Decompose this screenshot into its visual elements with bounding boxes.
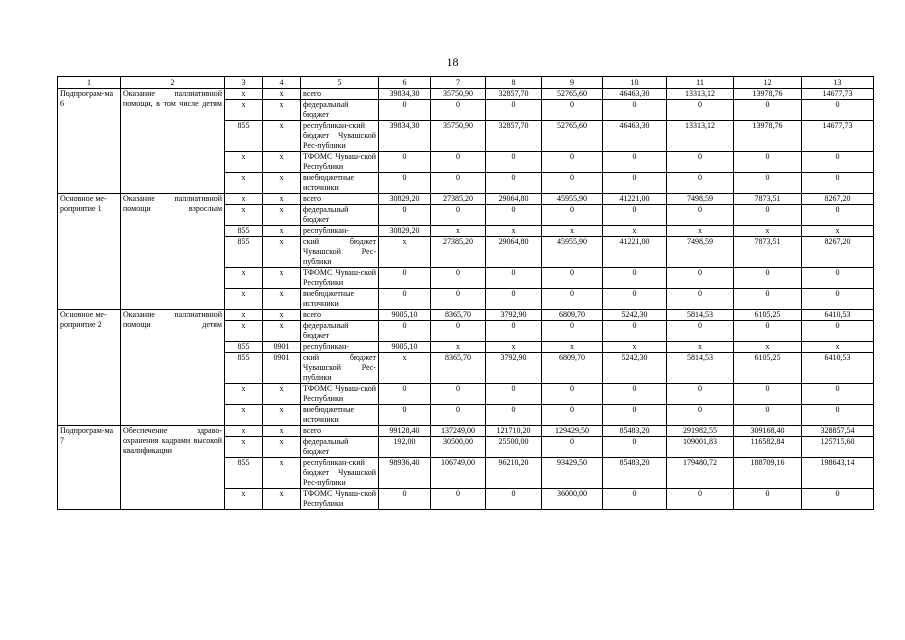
value-cell: 93429,50 (542, 458, 603, 489)
value-cell: 0 (802, 173, 874, 194)
value-cell: 0 (603, 489, 667, 510)
value-cell: 0 (603, 289, 667, 310)
grbs-code-cell: x (225, 89, 263, 100)
value-cell: 0 (603, 173, 667, 194)
funding-source-cell: федеральный бюджет (301, 205, 379, 226)
value-cell: 0 (542, 321, 603, 342)
funding-source-cell: всего (301, 194, 379, 205)
value-cell: 27385,20 (431, 237, 486, 268)
value-cell: 0 (542, 289, 603, 310)
funding-source-cell: ТФОМС Чуваш-ской Республики (301, 268, 379, 289)
value-cell: x (486, 226, 542, 237)
value-cell: 192,00 (379, 437, 431, 458)
value-cell: 85483,20 (603, 458, 667, 489)
value-cell: 0 (486, 100, 542, 121)
value-cell: 0 (431, 405, 486, 426)
funding-source-cell: всего (301, 426, 379, 437)
section-code-cell: x (263, 121, 301, 152)
value-cell: x (667, 342, 734, 353)
value-cell: 0 (431, 489, 486, 510)
value-cell: 0 (486, 205, 542, 226)
value-cell: x (542, 226, 603, 237)
section-code-cell: x (263, 489, 301, 510)
value-cell: 0 (667, 205, 734, 226)
value-cell: 0 (667, 405, 734, 426)
section-code-cell: x (263, 173, 301, 194)
value-cell: 6809,70 (542, 310, 603, 321)
table-row (58, 194, 874, 205)
value-cell: x (603, 342, 667, 353)
program-title-cell: Оказание паллиативной помощи, в том числе детям (121, 89, 225, 194)
value-cell: 0 (802, 152, 874, 173)
value-cell: 6410,53 (802, 310, 874, 321)
funding-source-cell: республикан-ский бюджет Чувашской Рес-публики (301, 458, 379, 489)
value-cell: 179480,72 (667, 458, 734, 489)
value-cell: 0 (431, 321, 486, 342)
value-cell: 109001,83 (667, 437, 734, 458)
value-cell: 29064,80 (486, 194, 542, 205)
header-cell: 11 (667, 77, 734, 89)
value-cell: 35750,90 (431, 89, 486, 100)
value-cell: 13313,12 (667, 89, 734, 100)
value-cell: 6105,25 (734, 353, 802, 384)
value-cell: 0 (486, 289, 542, 310)
grbs-code-cell: 855 (225, 353, 263, 384)
value-cell: 0 (667, 100, 734, 121)
value-cell: 5242,30 (603, 310, 667, 321)
program-title-cell: Оказание паллиативной помощи взрослым (121, 194, 225, 310)
value-cell: 309168,40 (734, 426, 802, 437)
value-cell: 0 (734, 489, 802, 510)
grbs-code-cell: x (225, 437, 263, 458)
value-cell: 9005,10 (379, 342, 431, 353)
funding-source-cell: федеральный бюджет (301, 437, 379, 458)
header-cell: 5 (301, 77, 379, 89)
value-cell: 0 (379, 173, 431, 194)
value-cell: 30829,20 (379, 226, 431, 237)
header-cell: 13 (802, 77, 874, 89)
value-cell: 0 (542, 384, 603, 405)
value-cell: 0 (486, 489, 542, 510)
value-cell: 0 (603, 405, 667, 426)
value-cell: 52765,60 (542, 89, 603, 100)
value-cell: 198643,14 (802, 458, 874, 489)
funding-source-cell: всего (301, 310, 379, 321)
value-cell: 7873,51 (734, 194, 802, 205)
value-cell: 0 (486, 152, 542, 173)
value-cell: 0 (603, 384, 667, 405)
header-cell: 3 (225, 77, 263, 89)
section-code-cell: x (263, 437, 301, 458)
value-cell: x (379, 237, 431, 268)
grbs-code-cell: 855 (225, 121, 263, 152)
value-cell: 7498,59 (667, 194, 734, 205)
value-cell: 7873,51 (734, 237, 802, 268)
value-cell: 188709,16 (734, 458, 802, 489)
value-cell: 0 (667, 489, 734, 510)
value-cell: x (379, 353, 431, 384)
funding-source-cell: республикан-ский бюджет Чувашской Рес-публики (301, 121, 379, 152)
table-row (58, 310, 874, 321)
value-cell: 0 (542, 205, 603, 226)
section-code-cell: 0901 (263, 353, 301, 384)
value-cell: 0 (802, 205, 874, 226)
section-code-cell: x (263, 384, 301, 405)
value-cell: 0 (667, 268, 734, 289)
value-cell: 0 (734, 289, 802, 310)
value-cell: 5814,53 (667, 310, 734, 321)
grbs-code-cell: x (225, 384, 263, 405)
value-cell: 3792,90 (486, 353, 542, 384)
value-cell: 30829,20 (379, 194, 431, 205)
value-cell: 27385,20 (431, 194, 486, 205)
value-cell: 0 (379, 489, 431, 510)
page-number: 18 (446, 55, 459, 69)
value-cell: 29064,80 (486, 237, 542, 268)
value-cell: 0 (542, 100, 603, 121)
value-cell: 0 (734, 268, 802, 289)
section-code-cell: x (263, 268, 301, 289)
value-cell: x (802, 342, 874, 353)
value-cell: 96210,20 (486, 458, 542, 489)
value-cell: 30500,00 (431, 437, 486, 458)
value-cell: 52765,60 (542, 121, 603, 152)
value-cell: 36000,00 (542, 489, 603, 510)
value-cell: 8365,70 (431, 353, 486, 384)
value-cell: x (667, 226, 734, 237)
program-name-cell: Основное ме-роприятие 1 (58, 194, 121, 310)
value-cell: 0 (734, 152, 802, 173)
table-header (58, 77, 874, 89)
section-code-cell: x (263, 226, 301, 237)
value-cell: 0 (486, 268, 542, 289)
value-cell: 125715,60 (802, 437, 874, 458)
header-cell: 10 (603, 77, 667, 89)
funding-source-cell: всего (301, 89, 379, 100)
value-cell: 0 (603, 205, 667, 226)
program-name-cell: Подпрограм-ма 6 (58, 89, 121, 194)
header-cell: 12 (734, 77, 802, 89)
section-code-cell: x (263, 310, 301, 321)
value-cell: x (734, 226, 802, 237)
value-cell: 0 (542, 268, 603, 289)
value-cell: 14677,73 (802, 89, 874, 100)
value-cell: 0 (486, 173, 542, 194)
grbs-code-cell: x (225, 426, 263, 437)
section-code-cell: x (263, 100, 301, 121)
funding-source-cell: федеральный бюджет (301, 100, 379, 121)
section-code-cell: 0901 (263, 342, 301, 353)
value-cell: 5814,53 (667, 353, 734, 384)
value-cell: 85483,20 (603, 426, 667, 437)
value-cell: 0 (379, 405, 431, 426)
section-code-cell: x (263, 89, 301, 100)
grbs-code-cell: 855 (225, 226, 263, 237)
section-code-cell: x (263, 152, 301, 173)
value-cell: 129429,50 (542, 426, 603, 437)
value-cell: x (802, 226, 874, 237)
value-cell: 0 (667, 289, 734, 310)
value-cell: 0 (802, 405, 874, 426)
value-cell: 8267,20 (802, 237, 874, 268)
value-cell: 32857,70 (486, 121, 542, 152)
value-cell: 0 (802, 100, 874, 121)
value-cell: 45955,90 (542, 237, 603, 268)
grbs-code-cell: x (225, 194, 263, 205)
table-row (58, 426, 874, 437)
value-cell: 0 (379, 289, 431, 310)
value-cell: x (431, 226, 486, 237)
header-row (58, 77, 874, 89)
program-title-cell: Обеспечение здраво-охранения кадрами высокой квалификации (121, 426, 225, 510)
value-cell: 6105,25 (734, 310, 802, 321)
section-code-cell: x (263, 405, 301, 426)
value-cell: 0 (734, 384, 802, 405)
grbs-code-cell: x (225, 310, 263, 321)
value-cell: 0 (542, 173, 603, 194)
grbs-code-cell: x (225, 489, 263, 510)
value-cell: 0 (542, 405, 603, 426)
value-cell: 6809,70 (542, 353, 603, 384)
value-cell: 0 (667, 384, 734, 405)
table-body (58, 89, 874, 510)
grbs-code-cell: x (225, 205, 263, 226)
value-cell: 0 (603, 268, 667, 289)
value-cell: 0 (603, 437, 667, 458)
grbs-code-cell: x (225, 173, 263, 194)
value-cell: 8365,70 (431, 310, 486, 321)
value-cell: 0 (486, 321, 542, 342)
value-cell: 32857,70 (486, 89, 542, 100)
value-cell: 46463,30 (603, 89, 667, 100)
value-cell: 41221,00 (603, 194, 667, 205)
section-code-cell: x (263, 458, 301, 489)
value-cell: 0 (542, 152, 603, 173)
grbs-code-cell: x (225, 321, 263, 342)
funding-source-cell: внебюджетные источники (301, 173, 379, 194)
value-cell: 13978,76 (734, 121, 802, 152)
value-cell: 7498,59 (667, 237, 734, 268)
value-cell: 46463,30 (603, 121, 667, 152)
value-cell: 35750,90 (431, 121, 486, 152)
value-cell: 328857,54 (802, 426, 874, 437)
value-cell: 39834,30 (379, 121, 431, 152)
value-cell: 0 (734, 321, 802, 342)
value-cell: x (603, 226, 667, 237)
value-cell: 121710,20 (486, 426, 542, 437)
program-name-cell: Основное ме-роприятие 2 (58, 310, 121, 426)
header-cell: 2 (121, 77, 225, 89)
value-cell: 0 (667, 173, 734, 194)
value-cell: 0 (734, 100, 802, 121)
grbs-code-cell: 855 (225, 342, 263, 353)
budget-table (57, 76, 874, 510)
value-cell: 291982,55 (667, 426, 734, 437)
funding-source-cell: ТФОМС Чуваш-ской Республики (301, 152, 379, 173)
value-cell: 0 (431, 268, 486, 289)
grbs-code-cell: x (225, 268, 263, 289)
value-cell: 0 (379, 152, 431, 173)
value-cell: 0 (734, 173, 802, 194)
value-cell: 0 (486, 384, 542, 405)
value-cell: x (486, 342, 542, 353)
value-cell: 0 (379, 205, 431, 226)
program-name-cell: Подпрограм-ма 7 (58, 426, 121, 510)
section-code-cell: x (263, 321, 301, 342)
funding-source-cell: ТФОМС Чуваш-ской Республики (301, 489, 379, 510)
funding-source-cell: федеральный бюджет (301, 321, 379, 342)
value-cell: 0 (431, 173, 486, 194)
section-code-cell: x (263, 194, 301, 205)
value-cell: 13978,76 (734, 89, 802, 100)
funding-source-cell: республикан- (301, 342, 379, 353)
value-cell: 0 (431, 152, 486, 173)
funding-source-cell: ский бюджет Чувашской Рес-публики (301, 237, 379, 268)
value-cell: 0 (667, 321, 734, 342)
value-cell: 0 (431, 289, 486, 310)
value-cell: 98936,40 (379, 458, 431, 489)
value-cell: 0 (734, 405, 802, 426)
section-code-cell: x (263, 289, 301, 310)
value-cell: 25500,00 (486, 437, 542, 458)
value-cell: 0 (603, 100, 667, 121)
program-title-cell: Оказание паллиативной помощи детям (121, 310, 225, 426)
value-cell: 0 (802, 289, 874, 310)
funding-source-cell: внебюджетные источники (301, 289, 379, 310)
table-row (58, 89, 874, 100)
value-cell: x (542, 342, 603, 353)
section-code-cell: x (263, 426, 301, 437)
grbs-code-cell: x (225, 405, 263, 426)
funding-source-cell: ТФОМС Чуваш-ской Республики (301, 384, 379, 405)
value-cell: 8267,20 (802, 194, 874, 205)
header-cell: 9 (542, 77, 603, 89)
value-cell: 0 (542, 437, 603, 458)
value-cell: 13313,12 (667, 121, 734, 152)
value-cell: 41221,00 (603, 237, 667, 268)
funding-source-cell: ский бюджет Чувашской Рес-публики (301, 353, 379, 384)
funding-source-cell: республикан- (301, 226, 379, 237)
value-cell: 0 (431, 100, 486, 121)
value-cell: 0 (802, 384, 874, 405)
value-cell: 45955,90 (542, 194, 603, 205)
section-code-cell: x (263, 237, 301, 268)
value-cell: 0 (667, 152, 734, 173)
value-cell: 5242,30 (603, 353, 667, 384)
header-cell: 7 (431, 77, 486, 89)
value-cell: 0 (431, 384, 486, 405)
value-cell: 99128,40 (379, 426, 431, 437)
value-cell: 137249,00 (431, 426, 486, 437)
header-cell: 4 (263, 77, 301, 89)
header-cell: 8 (486, 77, 542, 89)
value-cell: 106749,00 (431, 458, 486, 489)
value-cell: 0 (603, 321, 667, 342)
value-cell: 0 (431, 205, 486, 226)
value-cell: 0 (802, 489, 874, 510)
grbs-code-cell: x (225, 100, 263, 121)
value-cell: 14677,73 (802, 121, 874, 152)
value-cell: 0 (379, 100, 431, 121)
value-cell: 3792,90 (486, 310, 542, 321)
value-cell: 0 (486, 405, 542, 426)
value-cell: 6410,53 (802, 353, 874, 384)
funding-source-cell: внебюджетные источники (301, 405, 379, 426)
value-cell: 0 (603, 152, 667, 173)
grbs-code-cell: 855 (225, 458, 263, 489)
value-cell: x (734, 342, 802, 353)
grbs-code-cell: x (225, 152, 263, 173)
value-cell: 0 (802, 268, 874, 289)
grbs-code-cell: x (225, 289, 263, 310)
header-cell: 6 (379, 77, 431, 89)
value-cell: x (431, 342, 486, 353)
value-cell: 0 (379, 321, 431, 342)
header-cell: 1 (58, 77, 121, 89)
value-cell: 0 (379, 384, 431, 405)
value-cell: 0 (802, 321, 874, 342)
value-cell: 0 (734, 205, 802, 226)
section-code-cell: x (263, 205, 301, 226)
value-cell: 9005,10 (379, 310, 431, 321)
grbs-code-cell: 855 (225, 237, 263, 268)
value-cell: 0 (379, 268, 431, 289)
value-cell: 116582,84 (734, 437, 802, 458)
value-cell: 39834,30 (379, 89, 431, 100)
